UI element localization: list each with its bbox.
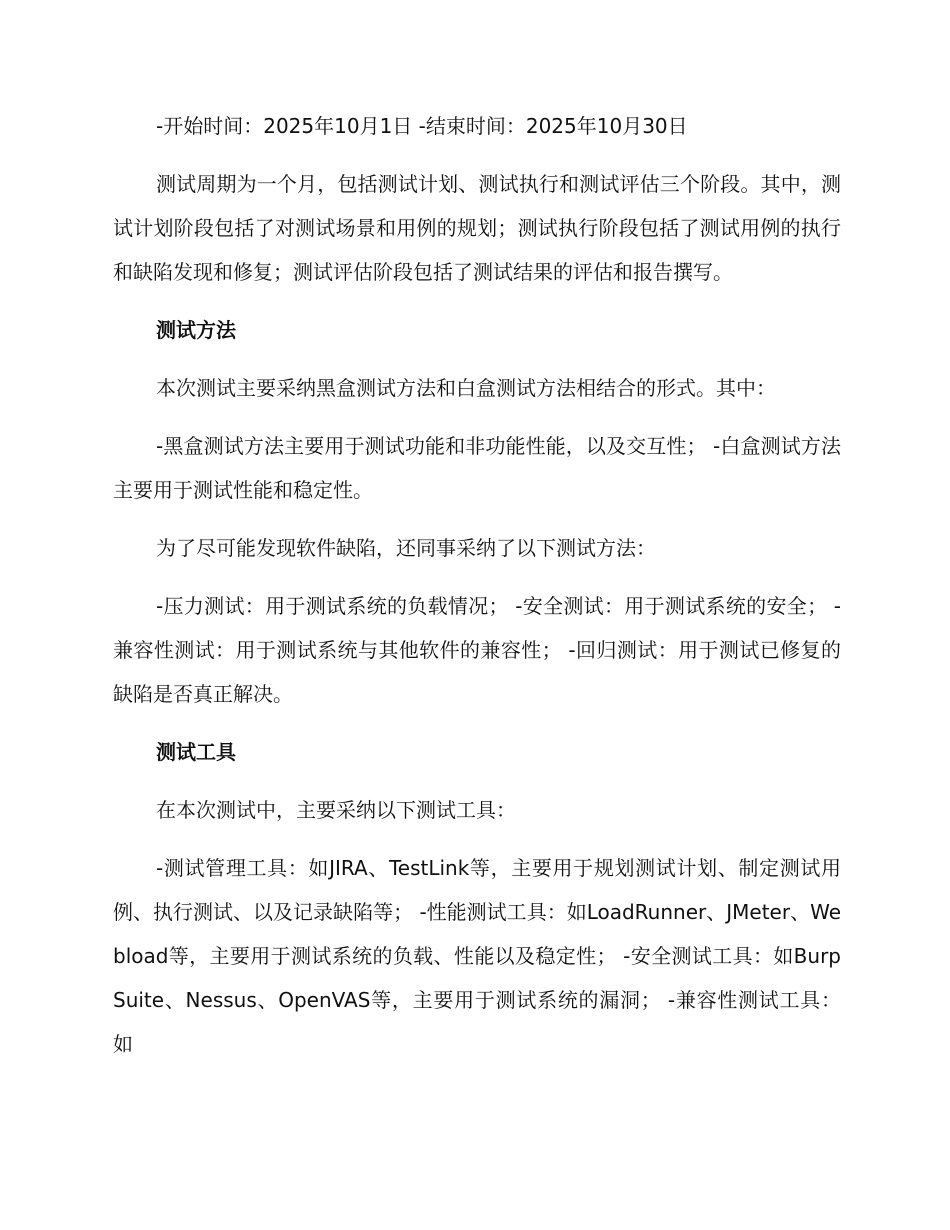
test-tools-list: -测试管理工具：如JIRA、TestLink等，主要用于规划测试计划、制定测试用例、执行测试、以及记录缺陷等； -性能测试工具：如LoadRunner、JMeter、Webload等，主要用于测试系统的负载、性能以及稳定性； -安全测试工具：如Burp Suite、Nessus、OpenVAS等，主要用于测试系统的漏洞； -兼容性测试工具：如 <box>113 856 841 1056</box>
heading-test-methods: 测试方法 <box>156 318 236 342</box>
test-schedule-dates: -开始时间：2025年10月1日 -结束时间：2025年10月30日 <box>156 114 688 138</box>
heading-test-tools: 测试工具 <box>156 740 236 764</box>
test-cycle-description: 测试周期为一个月，包括测试计划、测试执行和测试评估三个阶段。其中，测试计划阶段包括了对测试场景和用例的规划；测试执行阶段包括了测试用例的执行和缺陷发现和修复；测试评估阶段包括了测试结果的评估和报告撰写。 <box>113 172 841 284</box>
additional-methods-list: -压力测试：用于测试系统的负载情况； -安全测试：用于测试系统的安全； -兼容性测试：用于测试系统与其他软件的兼容性； -回归测试：用于测试已修复的缺陷是否真正解决。 <box>113 594 841 706</box>
blackbox-whitebox-description: -黑盒测试方法主要用于测试功能和非功能性能，以及交互性； -白盒测试方法主要用于测试性能和稳定性。 <box>113 434 841 502</box>
test-tools-intro: 在本次测试中，主要采纳以下测试工具： <box>156 798 516 822</box>
test-methods-intro: 本次测试主要采纳黑盒测试方法和白盒测试方法相结合的形式。其中： <box>156 376 776 400</box>
additional-methods-intro: 为了尽可能发现软件缺陷，还同事采纳了以下测试方法： <box>156 536 656 560</box>
document-page <box>113 104 841 1080</box>
